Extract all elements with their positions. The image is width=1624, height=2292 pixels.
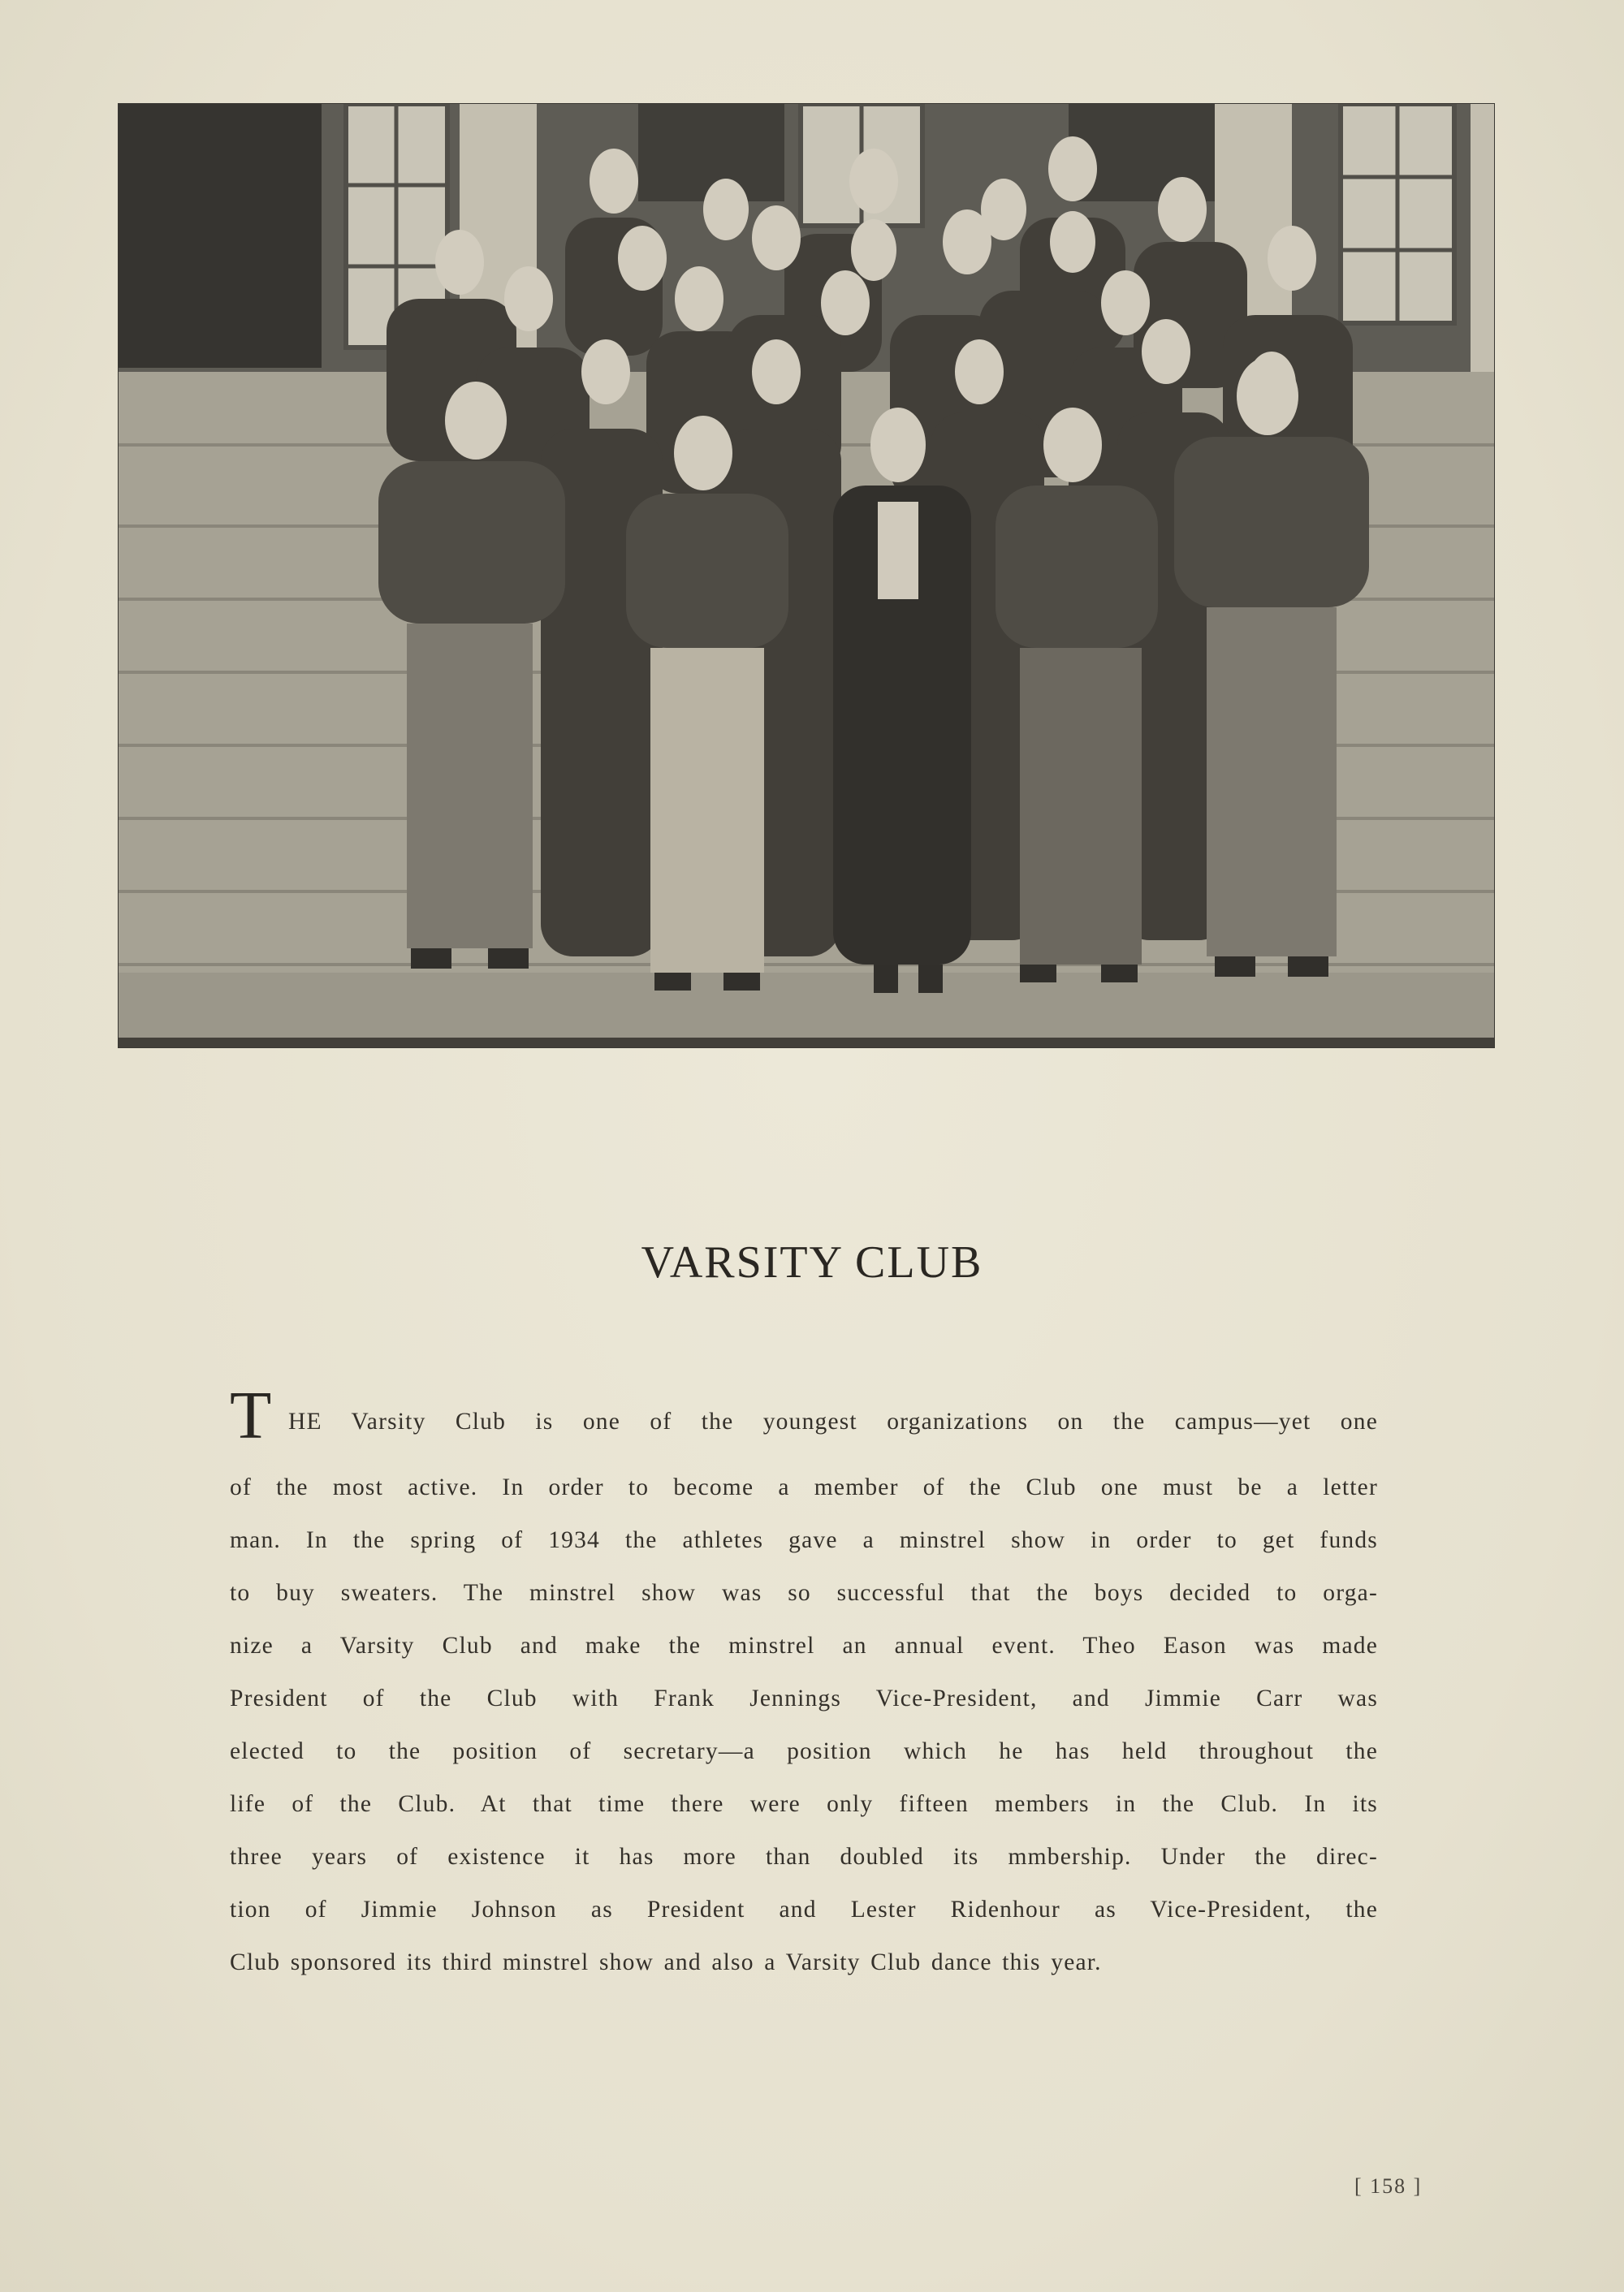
drop-cap: T <box>230 1378 272 1453</box>
body-line: nize a Varsity Club and make the minstrel an annual event. Theo Eason was made <box>230 1633 1378 1659</box>
article-title: VARSITY CLUB <box>641 1237 983 1288</box>
body-line: of the most active. In order to become a member of the Club one must be a letter <box>230 1474 1378 1500</box>
body-first-line: HE Varsity Club is one of the youngest organizations on the campus—yet one <box>288 1409 1378 1435</box>
body-text <box>230 1461 1378 1989</box>
group-photo-image <box>119 104 1494 1047</box>
group-photo <box>119 104 1494 1047</box>
page-number: [ 158 ] <box>1354 2174 1423 2198</box>
body-line: life of the Club. At that time there were only fifteen members in the Club. In its <box>230 1791 1378 1817</box>
body-line: three years of existence it has more than doubled its mmbership. Under the direc- <box>230 1844 1378 1870</box>
body-line: man. In the spring of 1934 the athletes gave a minstrel show in order to get funds <box>230 1527 1378 1553</box>
body-line: elected to the position of secretary—a position which he has held throughout the <box>230 1738 1378 1764</box>
body-line: tion of Jimmie Johnson as President and Lester Ridenhour as Vice-President, the <box>230 1897 1378 1923</box>
body-line: President of the Club with Frank Jennings Vice-President, and Jimmie Carr was <box>230 1686 1378 1711</box>
body-line: Club sponsored its third minstrel show and also a Varsity Club dance this year. <box>230 1949 1102 1975</box>
body-line: to buy sweaters. The minstrel show was so successful that the boys decided to orga- <box>230 1580 1378 1606</box>
